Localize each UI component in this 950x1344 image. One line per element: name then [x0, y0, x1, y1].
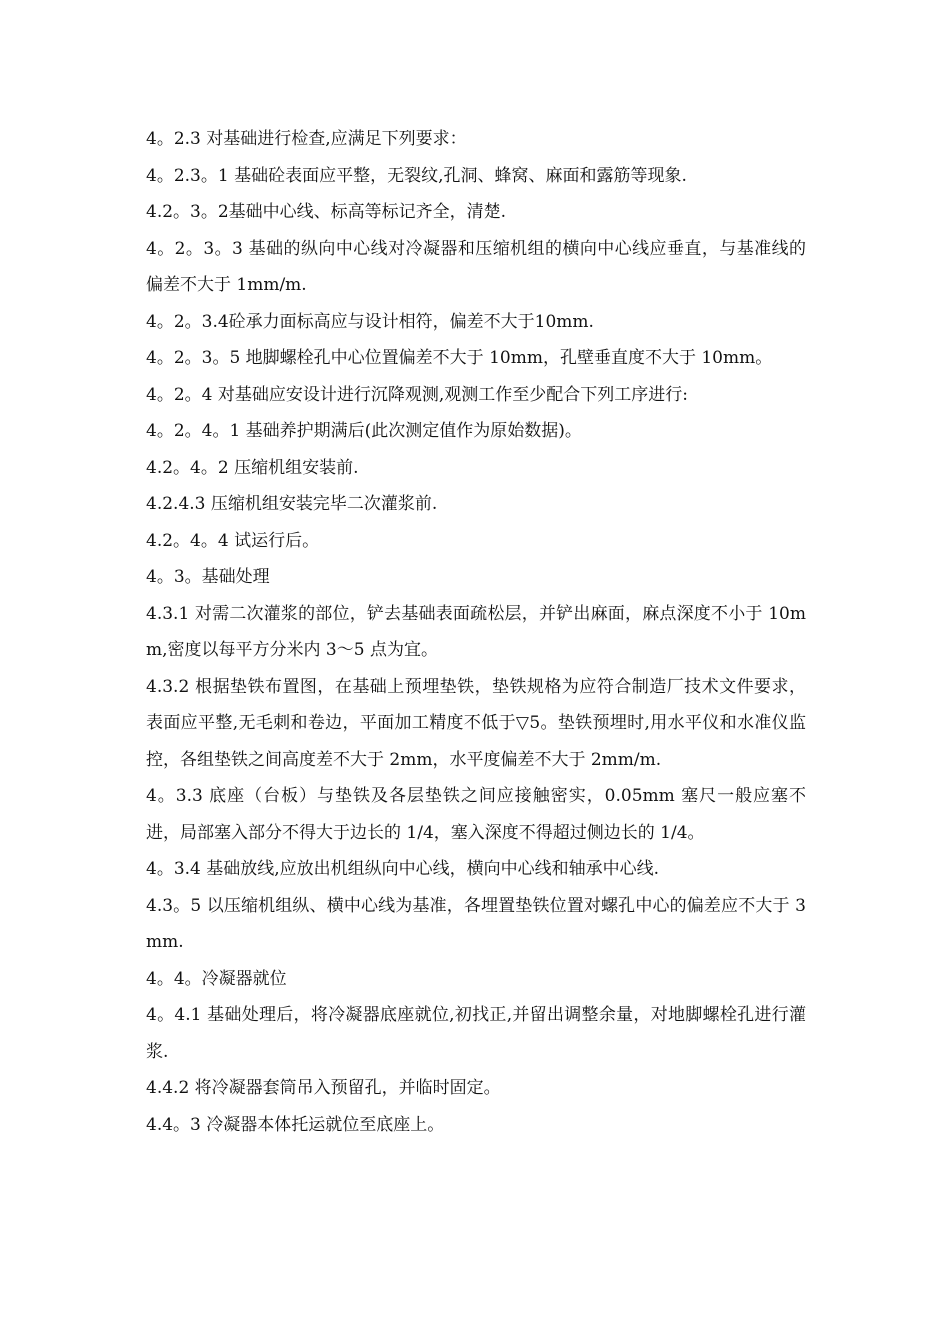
paragraph-4-2-4-1: 4。2。4。1 基础养护期满后(此次测定值作为原始数据)。: [146, 421, 582, 441]
paragraph-4-2-3-1: 4。2.3。1 基础砼表面应平整，无裂纹,孔洞、蜂窝、麻面和露筋等现象.: [146, 165, 687, 186]
paragraph-4-3-3: 4。3.3 底座（台板）与垫铁及各层垫铁之间应接触密实，0.05mm 塞尺一般应塞不进，局部塞入部分不得大于边长的 1/4，塞入深度不得超过侧边长的 1/4。: [146, 786, 806, 843]
paragraph-4-4-3: 4.4。3 冷凝器本体托运就位至底座上。: [146, 1114, 445, 1135]
document-body: [146, 121, 806, 1143]
paragraph-4-2-3: 4。2.3 对基础进行检查,应满足下列要求：: [146, 129, 467, 149]
paragraph-4-2-4: 4。2。4 对基础应安设计进行沉降观测,观测工作至少配合下列工序进行:: [146, 384, 688, 405]
paragraph-4-4-1: 4。4.1 基础处理后，将冷凝器底座就位,初找正,并留出调整余量，对地脚螺栓孔进行灌浆.: [146, 1005, 806, 1062]
paragraph-4-2-3-4: 4。2。3.4砼承力面标高应与设计相符，偏差不大于10mm.: [146, 311, 594, 332]
paragraph-4-3-4: 4。3.4 基础放线,应放出机组纵向中心线，横向中心线和轴承中心线.: [146, 859, 660, 879]
paragraph-4-2-3-5: 4。2。3。5 地脚螺栓孔中心位置偏差不大于 10mm，孔壁垂直度不大于 10mm。: [146, 348, 773, 368]
paragraph-4-3-2: 4.3.2 根据垫铁布置图，在基础上预埋垫铁，垫铁规格为应符合制造厂技术文件要求，表面应平整,无毛刺和卷边，平面加工精度不低于▽5。垫铁预埋时,用水平仪和水准仪监控，各组垫铁之间高度差不大于 2mm，水平度偏差不大于 2mm/m.: [146, 676, 806, 770]
paragraph-4-2-3-2: 4.2。3。2基础中心线、标高等标记齐全，清楚.: [146, 202, 507, 222]
paragraph-4-3-5: 4.3。5 以压缩机组纵、横中心线为基准，各埋置垫铁位置对螺孔中心的偏差应不大于 3mm.: [146, 895, 806, 952]
paragraph-4-2-3-3: 4。2。3。3 基础的纵向中心线对冷凝器和压缩机组的横向中心线应垂直，与基准线的偏差不大于 1mm/m.: [146, 238, 806, 295]
paragraph-4-2-4-4: 4.2。4。4 试运行后。: [146, 530, 320, 551]
paragraph-4-2-4-3: 4.2.4.3 压缩机组安装完毕二次灌浆前.: [146, 494, 438, 514]
paragraph-4-4-2: 4.4.2 将冷凝器套筒吊入预留孔，并临时固定。: [146, 1078, 501, 1098]
section-heading-4-4: 4。4。冷凝器就位: [146, 968, 287, 989]
paragraph-4-2-4-2: 4.2。4。2 压缩机组安装前.: [146, 457, 359, 478]
section-heading-4-3: 4。3。基础处理: [146, 567, 270, 587]
paragraph-4-3-1: 4.3.1 对需二次灌浆的部位，铲去基础表面疏松层，并铲出麻面，麻点深度不小于 10mm,密度以每平方分米内 3～5 点为宜。: [146, 603, 806, 660]
